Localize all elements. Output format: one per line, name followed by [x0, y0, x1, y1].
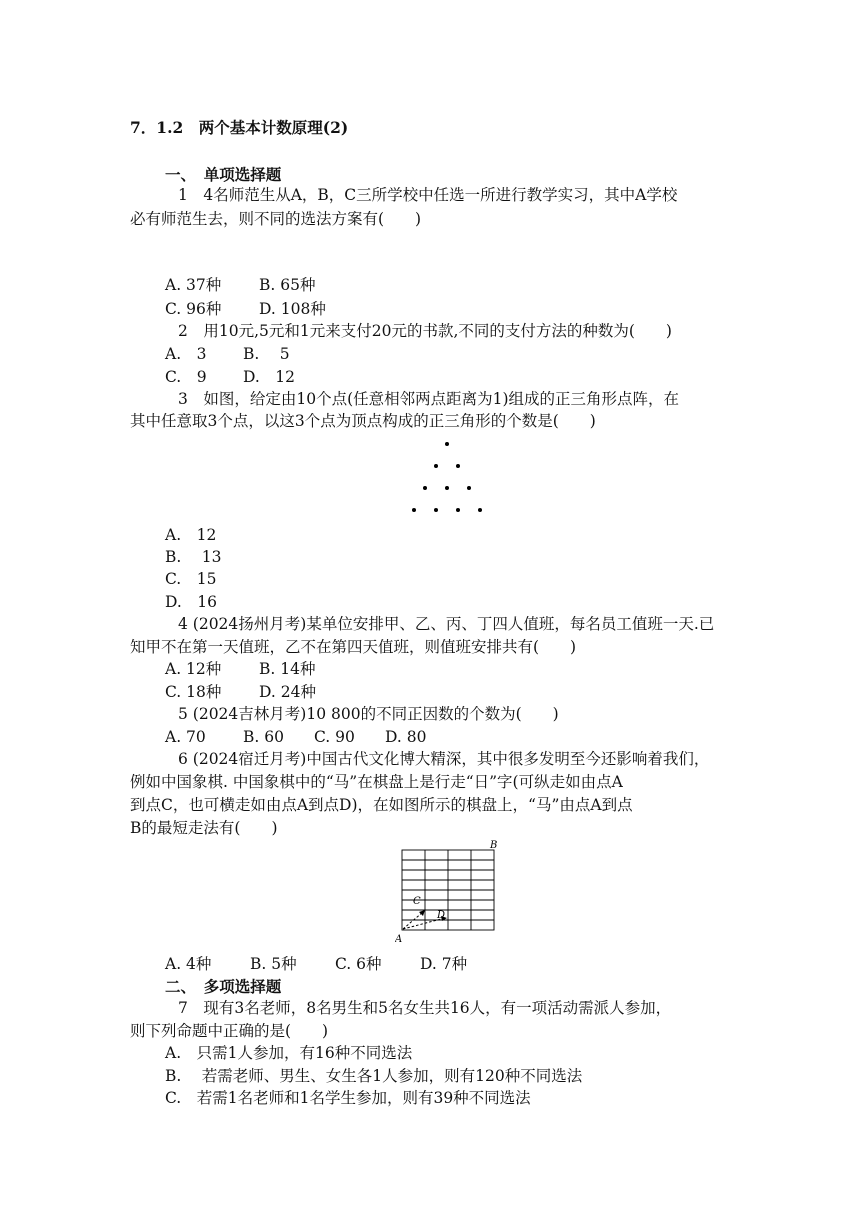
q1-option-b: B. 65种 — [259, 276, 316, 294]
q5-option-c: C. 90 — [314, 728, 355, 746]
q2-option-d: D. 12 — [243, 368, 296, 386]
q6-option-d: D. 7种 — [420, 955, 468, 973]
point-label-b: B — [490, 840, 498, 851]
question-7-text-cont: 则下列命题中正确的是( ) — [130, 1022, 329, 1040]
lattice-dot — [423, 486, 427, 490]
question-4-text-cont: 知甲不在第一天值班，乙不在第四天值班，则值班安排共有( ) — [130, 638, 577, 656]
q7-option-c: C. 若需1名老师和1名学生参加，则有39种不同选法 — [165, 1089, 531, 1107]
question-7-text: 7 现有3名老师，8名男生和5名女生共16人，有一项活动需派人参加， — [178, 999, 672, 1017]
lattice-dot — [467, 486, 471, 490]
q3-option-d: D. 16 — [165, 593, 218, 611]
question-5-text: 5 (2024吉林月考)10 800的不同正因数的个数为( ) — [178, 705, 559, 723]
q1-option-d: D. 108种 — [259, 300, 326, 318]
question-3-text-cont: 其中任意取3个点，以这3个点为顶点构成的正三角形的个数是( ) — [130, 412, 596, 430]
q5-option-d: D. 80 — [385, 728, 427, 746]
lattice-dot — [412, 508, 416, 512]
question-1-text-cont: 必有师范生去，则不同的选法方案有( ) — [130, 210, 422, 228]
q6-option-c: C. 6种 — [335, 955, 382, 973]
q4-option-a: A. 12种 — [165, 660, 222, 678]
q2-option-a: A. 3 — [165, 345, 207, 363]
q6-option-b: B. 5种 — [250, 955, 297, 973]
point-label-c: C — [413, 896, 421, 907]
page-title: 7．1.2 两个基本计数原理(2) — [130, 118, 349, 137]
lattice-dot — [445, 486, 449, 490]
lattice-dot — [445, 442, 449, 446]
q6-option-a: A. 4种 — [165, 955, 212, 973]
lattice-dot — [456, 464, 460, 468]
question-3-text: 3 如图，给定由10个点(任意相邻两点距离为1)组成的正三角形点阵，在 — [178, 390, 680, 408]
point-label-a: A — [395, 934, 403, 945]
section-heading-single-choice: 一、 单项选择题 — [165, 165, 282, 184]
q7-option-b: B. 若需老师、男生、女生各1人参加，则有120种不同选法 — [165, 1067, 583, 1085]
question-6-text-cont1: 例如中国象棋. 中国象棋中的“马”在棋盘上是行走“日”字(可纵走如由点A — [130, 773, 623, 791]
lattice-dot — [434, 464, 438, 468]
q2-option-c: C. 9 — [165, 368, 207, 386]
lattice-dot — [434, 508, 438, 512]
q5-option-b: B. 60 — [243, 728, 284, 746]
q3-option-a: A. 12 — [165, 526, 217, 544]
question-1-text: 1 4名师范生从A，B，C三所学校中任选一所进行教学实习，其中A学校 — [178, 186, 678, 204]
question-6-text: 6 (2024宿迁月考)中国古代文化博大精深，其中很多发明至今还影响着我们， — [178, 750, 710, 768]
q7-option-a: A. 只需1人参加，有16种不同选法 — [165, 1044, 413, 1062]
question-6-text-cont2: 到点C，也可横走如由点A到点D)，在如图所示的棋盘上，“马”由点A到点 — [130, 796, 633, 814]
question-2-text: 2 用10元,5元和1元来支付20元的书款,不同的支付方法的种数为( ) — [178, 322, 672, 340]
q4-option-c: C. 18种 — [165, 683, 222, 701]
lattice-dot — [478, 508, 482, 512]
q4-option-b: B. 14种 — [259, 660, 316, 678]
q3-option-c: C. 15 — [165, 570, 217, 588]
q4-option-d: D. 24种 — [259, 683, 316, 701]
point-label-d: D — [437, 910, 446, 921]
lattice-dot — [456, 508, 460, 512]
q3-option-b: B. 13 — [165, 548, 222, 566]
chess-board-figure — [395, 838, 505, 948]
q2-option-b: B. 5 — [243, 345, 290, 363]
q1-option-c: C. 96种 — [165, 300, 222, 318]
q5-option-a: A. 70 — [165, 728, 206, 746]
question-4-text: 4 (2024扬州月考)某单位安排甲、乙、丙、丁四人值班，每名员工值班一天.已 — [178, 615, 715, 633]
question-6-text-cont3: B的最短走法有( ) — [130, 819, 278, 837]
section-heading-multiple-choice: 二、 多项选择题 — [165, 977, 282, 996]
q1-option-a: A. 37种 — [165, 276, 222, 294]
